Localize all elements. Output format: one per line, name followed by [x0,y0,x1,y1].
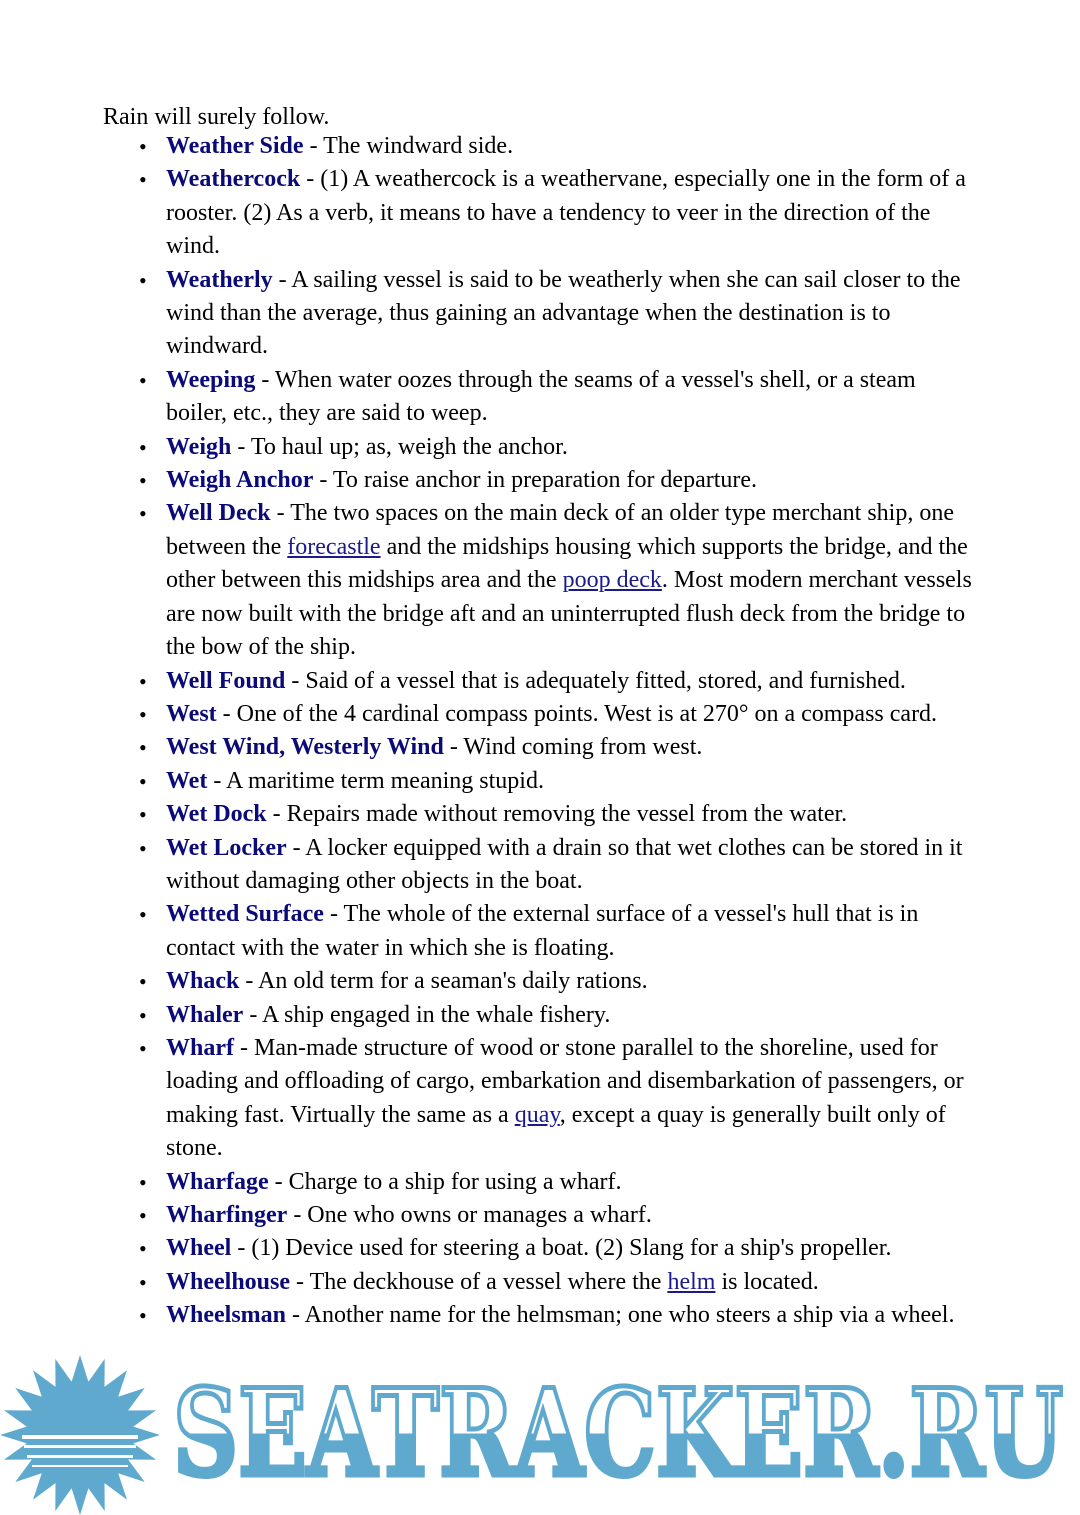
definition: - Man-made structure of wood or stone parallel to the shoreline, used for loading and offloading of cargo, embarkation and disembarkation of passengers, or making fast. Virtually the same as a [166,1034,964,1128]
list-item [139,898,978,965]
bullet-icon: • [139,735,147,761]
definition: - An old term for a seaman's daily rations. [239,968,648,995]
definition: - (1) Device used for steering a boat. (2) Slang for a ship's propeller. [231,1235,892,1262]
term: Weigh [166,433,232,460]
term: Wet [166,767,208,794]
definition: - Repairs made without removing the vessel from the water. [266,801,848,828]
term: Wetted Surface [166,901,324,928]
definition: - (1) A weathercock is a weathervane, especially one in the form of a rooster. (2) As a verb, it means to have a tendency to veer in the direction of the wind. [166,166,966,260]
list-item [139,965,978,998]
term: Weeping [166,366,256,393]
quay-link[interactable]: quay [514,1101,560,1128]
term: Well Found [166,667,286,694]
list-item [139,130,978,163]
list-item [139,798,978,831]
bullet-icon: • [139,1303,147,1329]
term: Well Deck [166,500,271,527]
bullet-icon: • [139,701,147,727]
intro-text: Rain will surely follow. [103,104,330,130]
list-item [139,765,978,798]
definition: , except a quay is generally built only of stone. [166,1101,946,1162]
list-item [139,1166,978,1199]
helm-link[interactable]: helm [667,1268,716,1295]
definition: - The windward side. [303,133,514,159]
list-item [139,1032,978,1166]
bullet-icon: • [139,468,147,494]
definition: and the midships housing which supports the bridge, and the other between this midships area and the [166,533,968,594]
definition: - Wind coming from west. [443,734,703,761]
list-item [139,431,978,464]
bullet-icon: • [139,902,147,928]
definition: - Charge to a ship for using a wharf. [268,1168,622,1195]
bullet-icon: • [139,167,147,193]
definition: - Another name for the helmsman; one who steers a ship via a wheel. [286,1302,955,1329]
term: Weigh Anchor [166,467,314,494]
term: Wharf [166,1034,234,1061]
definition: - One of the 4 cardinal compass points. West is at 270° on a compass card. [216,700,938,727]
list-item [139,1199,978,1232]
bullet-icon: • [139,367,147,393]
forecastle-link[interactable]: forecastle [287,533,381,560]
bullet-icon: • [139,134,147,159]
definition: . Most modern merchant vessels are now built with the bridge aft and an uninterrupted flush deck from the bridge to the bow of the ship. [166,567,972,661]
poop-deck-link[interactable]: poop deck [562,567,662,594]
term: West Wind, Westerly Wind [166,734,444,761]
list-item [139,163,978,263]
term: Whack [166,968,240,995]
definition: - The whole of the external surface of a vessel's hull that is in contact with the water in which she is floating. [166,901,919,961]
definition: - To raise anchor in preparation for departure. [313,467,758,494]
list-item [139,1266,978,1299]
term: Whaler [166,1001,244,1028]
list-item [139,698,978,731]
watermark [0,1355,1080,1515]
term: Wheelhouse [166,1268,291,1295]
term: West [166,700,217,727]
definition: is located. [715,1268,819,1295]
term: Weatherly [166,266,273,293]
definition: - A maritime term meaning stupid. [207,767,544,794]
term: Wet Dock [166,801,267,828]
definition: - One who owns or manages a wharf. [287,1202,652,1228]
bullet-icon: • [139,802,147,828]
term: Wheelsman [166,1302,286,1329]
list-item [139,264,978,364]
list-item [139,665,978,698]
bullet-icon: • [139,969,147,995]
term: Wheel [166,1235,232,1262]
site-logo [168,1355,1068,1505]
sun-icon [0,1355,160,1515]
logo-text: SEATRACKER.RU [173,1363,1063,1504]
term: Wharfage [166,1168,269,1195]
definition: - A ship engaged in the whale fishery. [243,1001,611,1028]
bullet-icon: • [139,267,147,293]
term: Weather Side [166,133,304,159]
definition: - A sailing vessel is said to be weatherly when she can sail closer to the wind than the average, thus gaining an advantage when the destination is to windward. [166,266,961,360]
bullet-icon: • [139,1169,147,1195]
definition: - When water oozes through the seams of a vessel's shell, or a steam boiler, etc., they are said to weep. [166,366,916,427]
bullet-icon: • [139,1203,147,1228]
bullet-icon: • [139,1002,147,1028]
bullet-icon: • [139,434,147,460]
list-item [139,832,978,899]
glossary-list [139,130,978,1333]
bullet-icon: • [139,501,147,527]
bullet-icon: • [139,1035,147,1061]
list-item [139,1232,978,1265]
term: Weathercock [166,166,301,193]
definition: - The two spaces on the main deck of an older type merchant ship, one between the [166,500,954,560]
list-item [139,464,978,497]
definition: - The deckhouse of a vessel where the [290,1268,668,1295]
bullet-icon: • [139,768,147,794]
list-item [139,1299,978,1332]
list-item [139,731,978,764]
term: Wet Locker [166,834,287,861]
list-item [139,999,978,1032]
bullet-icon: • [139,835,147,861]
bullet-icon: • [139,1269,147,1295]
list-item [139,364,978,431]
term: Wharfinger [166,1202,288,1228]
definition: - A locker equipped with a drain so that wet clothes can be stored in it without damaging other objects in the boat. [166,834,963,894]
list-item [139,497,978,664]
bullet-icon: • [139,1236,147,1262]
definition: - Said of a vessel that is adequately fitted, stored, and furnished. [285,667,906,694]
bullet-icon: • [139,668,147,694]
definition: - To haul up; as, weigh the anchor. [231,433,568,460]
